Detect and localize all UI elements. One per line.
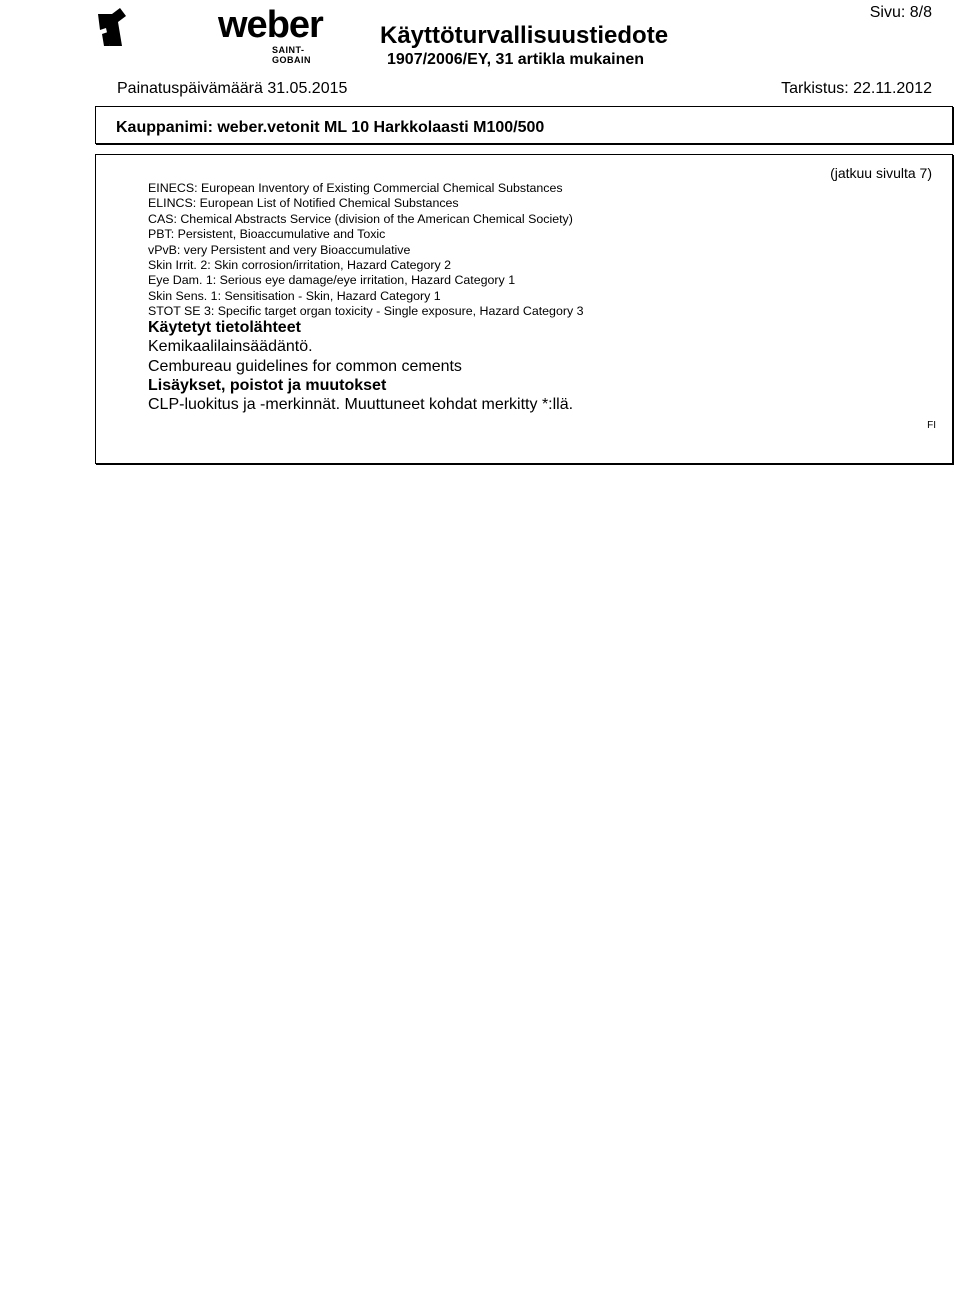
list-item: vPvB: very Persistent and very Bioaccumulative <box>148 242 411 257</box>
list-item: Eye Dam. 1: Serious eye damage/eye irritation, Hazard Category 1 <box>148 273 516 288</box>
logo <box>96 4 323 65</box>
logo-sub-brand: SAINT-GOBAIN <box>272 45 311 65</box>
list-item: EINECS: European Inventory of Existing Commercial Chemical Substances <box>148 181 563 195</box>
list-item: Skin Sens. 1: Sensitisation - Skin, Hazard Category 1 <box>148 288 441 303</box>
print-date: Painatuspäivämäärä 31.05.2015 <box>117 80 348 97</box>
list-item: ELINCS: European List of Notified Chemical Substances <box>148 196 459 211</box>
language-code: FI <box>927 420 936 431</box>
sources-heading: Käytetyt tietolähteet <box>148 319 301 336</box>
list-item: STOT SE 3: Specific target organ toxicity - Single exposure, Hazard Category 3 <box>148 304 584 319</box>
source-item: Cembureau guidelines for common cements <box>148 357 462 375</box>
document-subtitle: 1907/2006/EY, 31 artikla mukainen <box>387 51 645 68</box>
changes-text: CLP-luokitus ja -merkinnät. Muuttuneet kohdat merkitty *:llä. <box>148 396 574 413</box>
page-number: Sivu: 8/8 <box>869 4 932 21</box>
abbreviation-list <box>148 181 584 320</box>
trade-name-box <box>95 106 953 144</box>
document-title: Käyttöturvallisuustiedote <box>380 22 669 49</box>
weber-logo-icon <box>96 6 130 56</box>
logo-brand: weber <box>218 4 323 46</box>
source-item: Kemikaalilainsäädäntö. <box>148 338 313 355</box>
content-box <box>95 154 953 464</box>
list-item: CAS: Chemical Abstracts Service (division of the American Chemical Society) <box>148 211 573 226</box>
continued-note: (jatkuu sivulta 7) <box>830 165 932 181</box>
list-item: PBT: Persistent, Bioaccumulative and Toxic <box>148 227 386 242</box>
list-item: Skin Irrit. 2: Skin corrosion/irritation, Hazard Category 2 <box>148 258 451 273</box>
sources-section <box>148 318 573 415</box>
revision-date: Tarkistus: 22.11.2012 <box>781 80 932 97</box>
trade-name: Kauppanimi: weber.vetonit ML 10 Harkkolaasti M100/500 <box>116 119 545 136</box>
changes-heading: Lisäykset, poistot ja muutokset <box>148 377 387 394</box>
